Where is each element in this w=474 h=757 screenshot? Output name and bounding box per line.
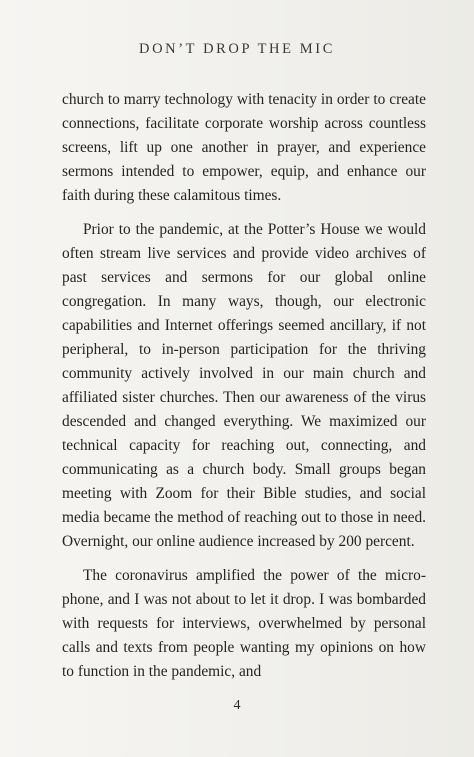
page-number: 4 <box>233 698 241 713</box>
body-text <box>62 88 426 694</box>
running-head: DON’T DROP THE MIC <box>139 41 335 57</box>
paragraph-2: Prior to the pandemic, at the Potter’s House we would often stream live services and provide video archives of past services and sermons for our global online congregation. In many ways, though, our electronic capabilities and Internet offerings seemed ancillary, if not peripheral, to in-person participation for the thriving community actively involved in our main church and affiliated sister churches. Then our awareness of the virus descended and changed everything. We maximized our technical capacity for reaching out, connecting, and communicating as a church body. Small groups began meeting with Zoom for their Bible studies, and social media became the method of reaching out to those in need. Overnight, our online audience increased by 200 percent. <box>62 221 426 550</box>
paragraph-1: church to marry technology with tenacity in order to create connections, facilitate corporate worship across countless screens, lift up one another in prayer, and experience sermons intended to empower, equip, and enhance our faith during these calamitous times. <box>62 91 426 204</box>
paragraph-3: The coronavirus amplified the power of the microphone, and I was not about to let it drop. I was bombarded with requests for interviews, overwhelmed by personal calls and texts from people wanting my opinions on how to function in the pandemic, and <box>62 567 426 680</box>
